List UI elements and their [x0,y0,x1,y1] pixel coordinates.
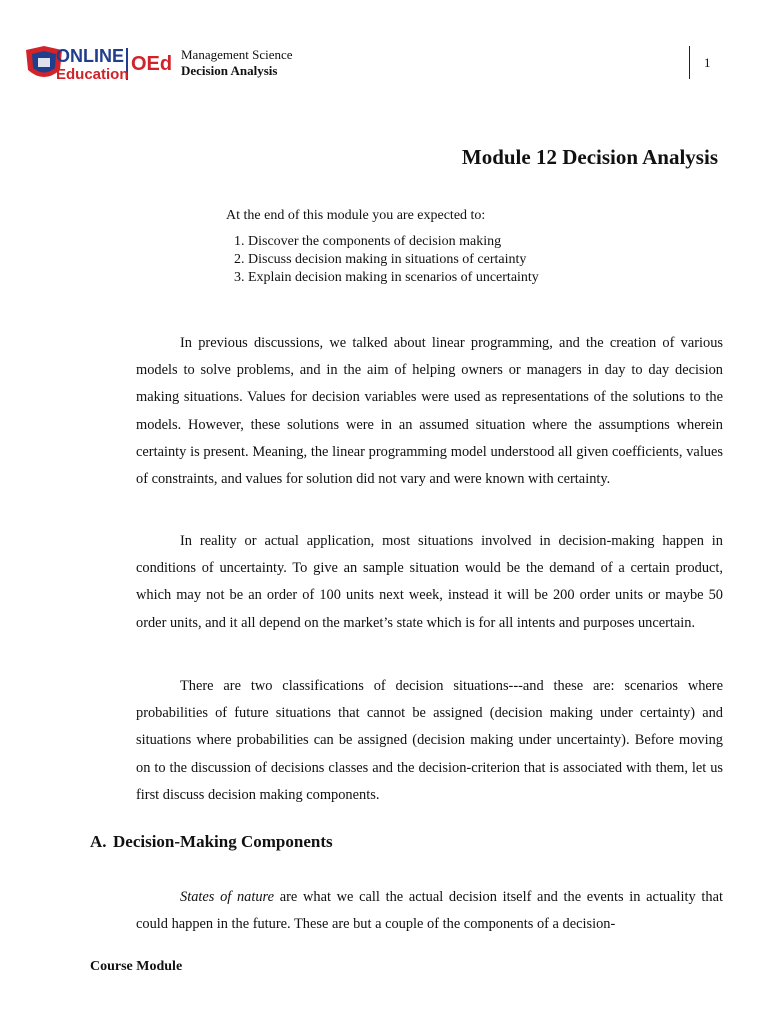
course-name: Management Science [181,47,293,62]
online-education-logo [24,40,174,88]
section-title: Decision-Making Components [113,832,333,851]
svg-text:Education: Education [56,66,129,83]
page-footer: Course Module [90,959,183,974]
body-paragraph-1 [136,330,723,493]
paragraph-text: In reality or actual application, most situations involved in decision-making happen in conditions of uncertainty. To give an sample situation would be the demand of a certain product, which may not be an order of 100 units next week, instead it will be 200 order units or maybe 50 order units, and it all depend on the market’s state which is for all intents and purposes uncertain. [136,533,723,631]
paragraph-text [136,884,723,938]
svg-text:OEd: OEd [131,53,173,75]
topic-name: Decision Analysis [181,63,278,78]
italic-term: States of nature [180,889,275,905]
objective-item: 3. Explain decision making in scenarios of uncertainty [248,269,539,287]
page-title: Module 12 Decision Analysis [461,145,718,169]
page-header [0,0,768,100]
objective-item: 2. Discuss decision making in situations of certainty [248,251,539,269]
header-divider [689,46,690,79]
section-letter: A. [90,832,107,851]
paragraph-text: There are two classifications of decision situations---and these are: scenarios where probabilities of future situations that cannot be assigned (decision making under certainty) and situations where probabilities can be assigned (decision making under uncertainty). Before moving on to the discussion of decisions classes and the decision-criterion that is associated with them, let us first discuss decision making components. [136,678,723,803]
body-paragraph-2 [136,528,723,637]
body-paragraph-4 [136,884,723,938]
header-course-info [181,47,293,79]
svg-text:ONLINE: ONLINE [56,46,125,66]
paragraph-rest: are what we call the actual decision itself and the events in actuality that could happen in the future. These are but a couple of the components of a decision- [136,889,723,933]
paragraph-text: In previous discussions, we talked about linear programming, and the creation of various models to solve problems, and in the aim of helping owners or managers in day to day decision making situations. Values for decision variables were used as representations of the solutions to the models. However, these solutions were in an assumed situation where the assumptions wherein certainty is present. Meaning, the linear programming model understood all given coefficients, values of constraints, and values for solution did not vary and were known with certainty. [136,335,723,488]
learning-objectives [226,207,539,287]
body-paragraph-3 [136,673,723,809]
section-heading [90,832,333,852]
objectives-intro: At the end of this module you are expected to: [226,208,486,223]
page-number: 1 [704,55,711,70]
objective-item: 1. Discover the components of decision making [248,233,539,251]
objectives-list [226,233,539,287]
